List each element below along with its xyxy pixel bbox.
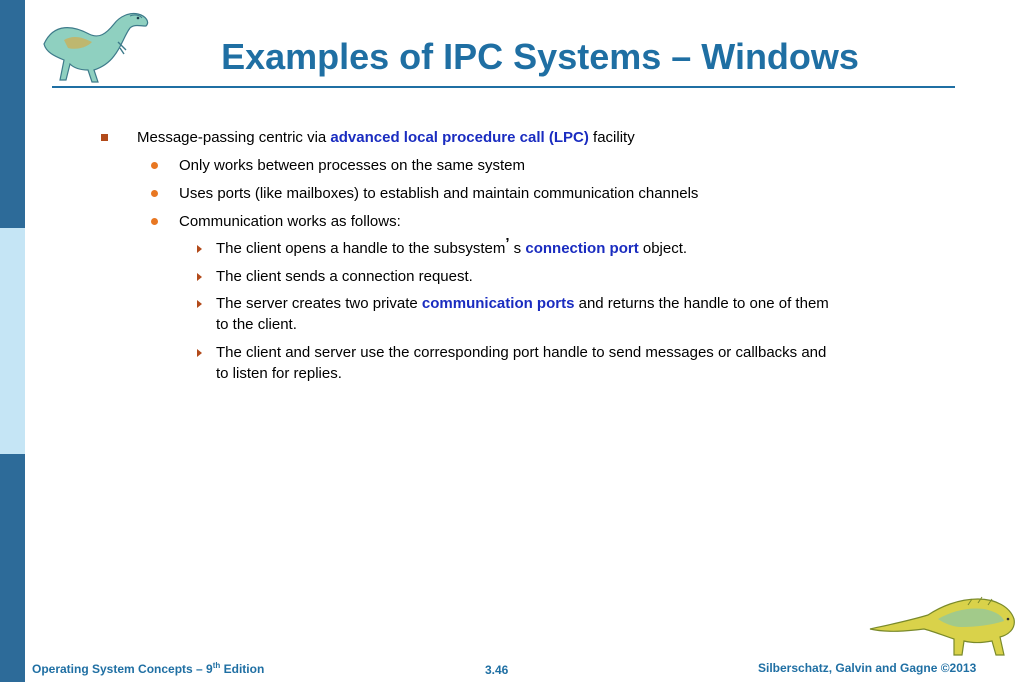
highlight-term: communication ports: [421, 295, 575, 312]
apostrophe-mark: ’: [505, 235, 510, 252]
footer-page-number: 3.46: [485, 663, 509, 677]
text-segment: Message-passing centric via: [137, 129, 331, 146]
dot-bullet-icon: [151, 190, 158, 197]
slide-title: Examples of IPC Systems – Windows: [221, 36, 859, 77]
footer-dinosaur-icon: [868, 585, 1018, 660]
highlight-term: connection port: [525, 240, 639, 257]
bullet-item-level2: Uses ports (like mailboxes) to establish and maintain communication channels: [179, 185, 699, 202]
text-segment: and returns the handle to one of them: [574, 295, 829, 312]
square-bullet-icon: [101, 134, 108, 141]
bullet-item-level2: Communication works as follows:: [179, 213, 401, 230]
text-segment: s: [509, 240, 526, 257]
triangle-bullet-icon: [197, 273, 202, 281]
bullet-item-level3: [216, 235, 688, 258]
text-segment: object.: [638, 240, 688, 257]
footer-title-text: Edition: [220, 662, 265, 676]
dot-bullet-icon: [151, 162, 158, 169]
triangle-bullet-icon: [197, 245, 202, 253]
bullet-item-level3: The client sends a connection request.: [216, 268, 473, 285]
text-segment: The server creates two private: [216, 295, 422, 312]
bullet-item-level2: Only works between processes on the same system: [179, 157, 525, 174]
bullet-item-continuation: to listen for replies.: [216, 365, 342, 382]
triangle-bullet-icon: [197, 349, 202, 357]
paren-close: ): [583, 129, 589, 146]
footer-copyright: Silberschatz, Galvin and Gagne ©2013: [758, 661, 977, 675]
highlight-term: advanced local procedure call: [330, 129, 545, 146]
bullet-item-continuation: to the client.: [216, 316, 297, 333]
triangle-bullet-icon: [197, 300, 202, 308]
footer-book-title: [32, 661, 264, 676]
paren-open: (: [544, 129, 554, 146]
footer-title-text: Operating System Concepts – 9: [32, 662, 213, 676]
footer-superscript: th: [212, 661, 221, 670]
bullet-item-level3: The client and server use the corresponding port handle to send messages or callbacks and: [216, 344, 827, 361]
text-segment: facility: [588, 129, 635, 146]
bullet-item-level1: [137, 129, 635, 147]
highlight-abbr: LPC: [553, 129, 584, 146]
dot-bullet-icon: [151, 218, 158, 225]
bullet-item-level3: [216, 295, 829, 313]
text-segment: The client opens a handle to the subsystem: [216, 240, 506, 257]
